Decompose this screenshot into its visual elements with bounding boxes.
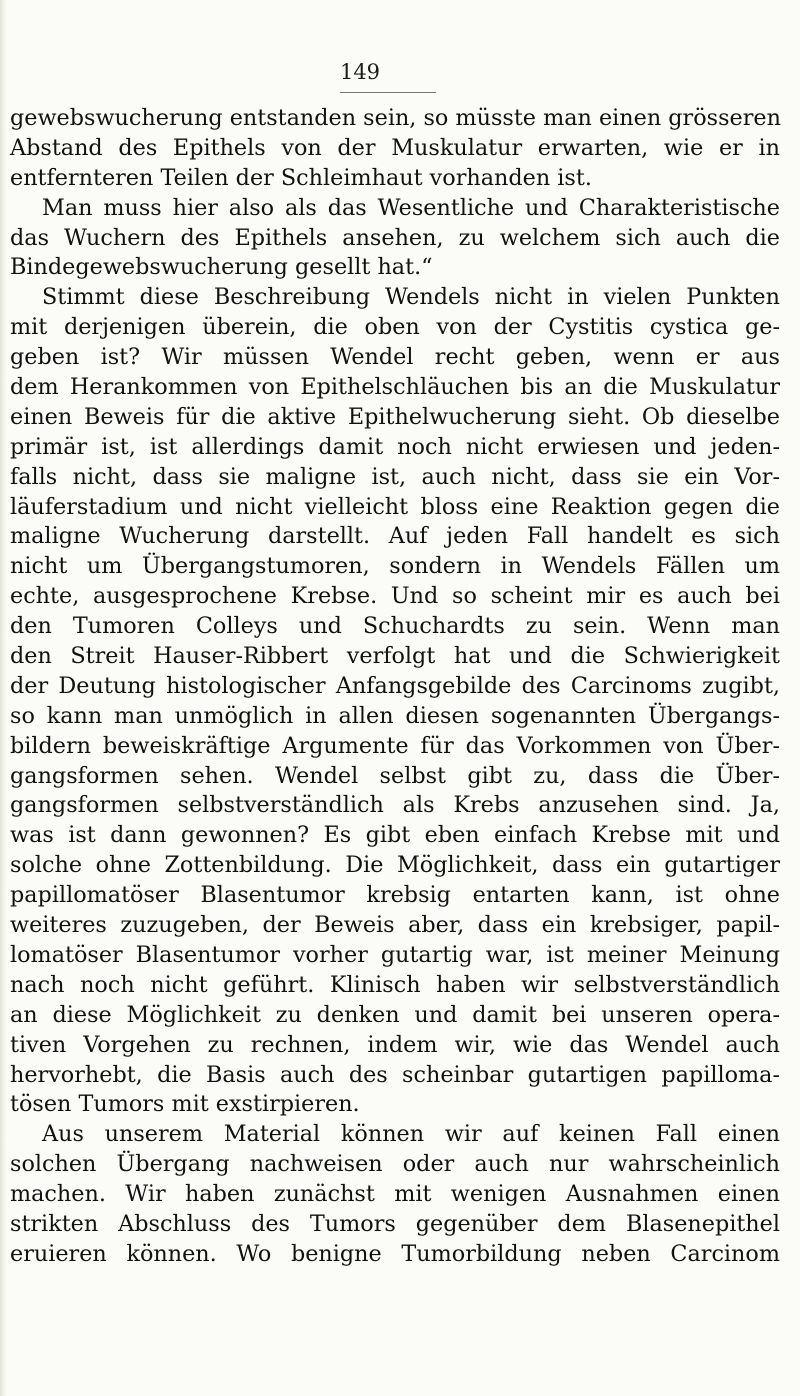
text-line: was ist dann gewonnen? Es gibt eben einfach Krebse mit und	[10, 822, 780, 849]
text-line: solchen Übergang nachweisen oder auch nur wahrscheinlich	[10, 1151, 780, 1178]
text-line: machen. Wir haben zunächst mit wenigen Ausnahmen einen	[10, 1181, 780, 1208]
page-binding-edge	[0, 0, 6, 1396]
text-line: tiven Vorgehen zu rechnen, indem wir, wie das Wendel auch	[10, 1031, 780, 1058]
text-line: geben ist? Wir müssen Wendel recht geben, wenn er aus	[10, 344, 780, 371]
text-line: echte, ausgesprochene Krebse. Und so scheint mir es auch bei	[10, 583, 780, 610]
text-line: läuferstadium und nicht vielleicht bloss eine Reaktion gegen die	[10, 493, 780, 520]
text-line: maligne Wucherung darstellt. Auf jeden Fall handelt es sich	[10, 523, 780, 550]
text-line: solche ohne Zottenbildung. Die Möglichkeit, dass ein gutartiger	[10, 852, 780, 879]
text-line: nach noch nicht geführt. Klinisch haben wir selbstverständlich	[10, 971, 780, 998]
text-line: Abstand des Epithels von der Muskulatur erwarten, wie er in	[10, 134, 780, 161]
text-line: gangsformen selbstverständlich als Krebs anzusehen sind. Ja,	[10, 792, 780, 819]
text-line: papillomatöser Blasentumor krebsig entarten kann, ist ohne	[10, 882, 780, 909]
text-line: strikten Abschluss des Tumors gegenüber dem Blasenepithel	[10, 1210, 780, 1237]
text-line: eruieren können. Wo benigne Tumorbildung neben Carcinom	[10, 1240, 780, 1267]
text-line: hervorhebt, die Basis auch des scheinbar gutartigen papilloma-	[10, 1061, 780, 1088]
text-line: mit derjenigen überein, die oben von der Cystitis cystica ge-	[10, 314, 780, 341]
text-line: bildern beweiskräftige Argumente für das Vorkommen von Über-	[10, 732, 780, 759]
text-line: das Wuchern des Epithels ansehen, zu welchem sich auch die	[10, 224, 780, 251]
text-line: tösen Tumors mit exstirpieren.	[10, 1091, 360, 1118]
page-number-text: 149	[339, 60, 381, 84]
text-line: an diese Möglichkeit zu denken und damit bei unseren opera-	[10, 1001, 780, 1028]
text-line: falls nicht, dass sie maligne ist, auch nicht, dass sie ein Vor-	[10, 463, 780, 490]
text-line: so kann man unmöglich in allen diesen sogenannten Übergangs-	[10, 702, 780, 729]
page-number	[0, 60, 800, 84]
text-line: lomatöser Blasentumor vorher gutartig war, ist meiner Meinung	[10, 941, 780, 968]
text-line: Man muss hier also als das Wesentliche und Charakteristische	[42, 194, 780, 221]
text-line: gewebswucherung entstanden sein, so müsste man einen grösseren	[10, 105, 781, 131]
text-line: Aus unserem Material können wir auf keinen Fall einen	[42, 1121, 780, 1148]
text-line: entfernteren Teilen der Schleimhaut vorhanden ist.	[10, 164, 592, 191]
body-text	[10, 104, 780, 1270]
text-line: weiteres zuzugeben, der Beweis aber, dass ein krebsiger, papil-	[10, 912, 780, 939]
header-rule	[340, 92, 436, 93]
text-line: dem Herankommen von Epithelschläuchen bis an die Muskulatur	[10, 374, 780, 401]
text-line: den Tumoren Colleys und Schuchardts zu sein. Wenn man	[10, 613, 780, 640]
text-line: nicht um Übergangstumoren, sondern in Wendels Fällen um	[10, 553, 780, 580]
text-line: der Deutung histologischer Anfangsgebilde des Carcinoms zugibt,	[10, 672, 780, 699]
text-line: den Streit Hauser-Ribbert verfolgt hat und die Schwierigkeit	[10, 643, 780, 670]
text-line: einen Beweis für die aktive Epithelwucherung sieht. Ob dieselbe	[10, 403, 780, 430]
text-line: gangsformen sehen. Wendel selbst gibt zu, dass die Über-	[10, 762, 780, 789]
text-line: Bindegewebswucherung gesellt hat.“	[10, 254, 433, 281]
text-line: primär ist, ist allerdings damit noch nicht erwiesen und jeden-	[10, 433, 780, 460]
text-line: Stimmt diese Beschreibung Wendels nicht in vielen Punkten	[42, 284, 780, 311]
